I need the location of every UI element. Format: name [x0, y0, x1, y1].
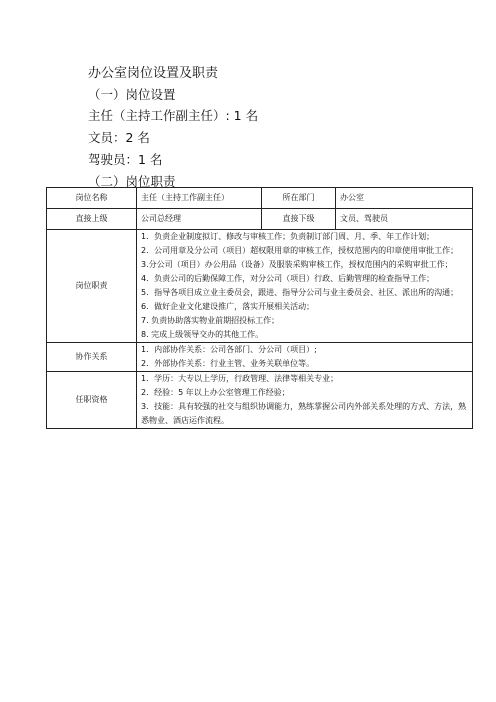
duty-item: 2．公司用章及分公司（项目）超权限用章的审核工作，授权范围内的印章使用审批工作；	[141, 246, 459, 255]
qualification-item: 2．经验：5 年以上办公室管理工作经验；	[141, 388, 290, 397]
cell-coordination-list	[137, 343, 473, 372]
cell-label-superior: 直接上级	[47, 209, 137, 230]
duty-item: 4．负责公司的后勤保障工作，对分公司（项目）行政、后勤管理的检查指导工作；	[141, 274, 435, 283]
duty-item: 5．指导各项目成立业主委员会，跟进、指导分公司与业主委员会、社区、派出所的沟通；	[141, 288, 459, 297]
position-line-driver: 驾驶员：1 名	[88, 152, 163, 167]
duty-item: 3.分公司（项目）办公用品（设备）及服装采购审核工作，授权范围内的采购审批工作；	[141, 260, 453, 269]
duty-item: 7. 负责协助落实物业前期招投标工作；	[141, 316, 280, 325]
duty-item: 8. 完成上级领导交办的其他工作。	[141, 330, 264, 339]
cell-value-position: 主任（主持工作副主任）	[137, 188, 262, 209]
qualification-item: 3．技能：具有较强的社交与组织协调能力，熟练掌握公司内外部关系处理的方式、方法，熟悉物业、酒店运作流程。	[141, 402, 467, 425]
position-line-clerk: 文员：2 名	[88, 130, 150, 145]
cell-label-subordinate: 直接下级	[262, 209, 336, 230]
section-heading-positions: （一）岗位设置	[88, 87, 176, 102]
coordination-item: 2．外部协作关系：行业主管、业务关联单位等。	[141, 359, 315, 368]
position-line-director: 主任（主持工作副主任）: 1 名	[88, 108, 259, 123]
cell-label-qualifications: 任职资格	[47, 372, 137, 429]
section-heading-duties: （二）岗位职责	[88, 174, 176, 189]
duty-item: 6．做好企业文化建设推广，落实开展相关活动；	[141, 302, 315, 311]
cell-value-subordinate: 文员、驾驶员	[336, 209, 473, 230]
cell-label-duties: 岗位职责	[47, 230, 137, 343]
cell-label-position: 岗位名称	[47, 188, 137, 209]
table-row-qualifications	[47, 372, 473, 429]
table-row-coordination	[47, 343, 473, 372]
cell-value-superior: 公司总经理	[137, 209, 262, 230]
duty-item: 1．负责企业制度拟订、修改与审核工作；负责制订部门周、月、季、年工作计划；	[141, 232, 435, 241]
coordination-item: 1．内部协作关系：公司各部门、分公司（项目）;	[141, 345, 317, 354]
cell-duties-list	[137, 230, 473, 343]
cell-label-department: 所在部门	[262, 188, 336, 209]
document-title: 办公室岗位设置及职责	[88, 66, 219, 81]
duty-table	[46, 187, 473, 429]
cell-qualifications-list	[137, 372, 473, 429]
cell-value-department: 办公室	[336, 188, 473, 209]
table-row-duties	[47, 230, 473, 343]
table-row-reporting	[47, 209, 473, 230]
table-row-position	[47, 188, 473, 209]
qualification-item: 1．学历：大专以上学历，行政管理、法律等相关专业；	[141, 374, 339, 383]
cell-label-coordination: 协作关系	[47, 343, 137, 372]
